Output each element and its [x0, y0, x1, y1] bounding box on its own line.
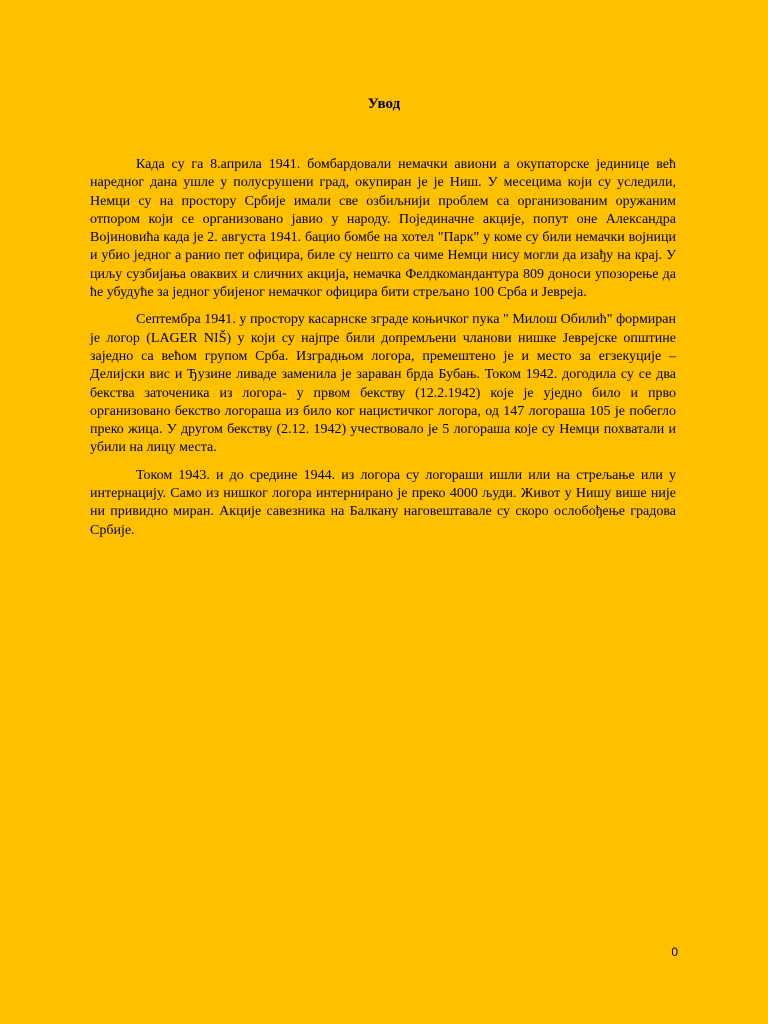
document-body	[90, 156, 676, 549]
page-number: 0	[671, 945, 678, 959]
paragraph-3: Током 1943. и до средине 1944. из логора су логораши ишли или на стрељање или у интернацију. Само из нишког логора интернирано је преко 4000 људи. Живот у Нишу више није ни привидно миран. Акције савезника на Балкану наговештавале су скоро ослобођење градова Србије.	[90, 467, 676, 538]
paragraph-2: Септембра 1941. у простору касарнске зграде коњичког пука " Милош Обилић" формиран је логор (LAGER NIŠ) у који су најпре били допремљени чланови нишке Јеврејске општине заједно са већом групом Срба. Изградњом логора, премештено је и место за егзекуције – Делијски вис и Ђузине ливаде заменила је зараван брда Бубањ. Током 1942. догодила су се два бекства заточеника из логора- у првом бекству (12.2.1942) које је уједно било и прво организовано бекство логораша из било ког нацистичког логора, од 147 логораша 105 је побегло преко жица. У другом бекству (2.12. 1942) учествовало је 5 логораша које су Немци похватали и убили на лицу места.	[90, 312, 676, 456]
document-title: Увод	[367, 96, 401, 112]
paragraph-1: Када су га 8.априла 1941. бомбардовали немачки авиони а окупаторске јединице већ наредног дана ушле у полусрушени град, окупиран је је Ниш. У месецима који су уследили, Немци су на простору Србије имали све озбиљнији проблем са организованим оружаним отпором који се организовано јавио у народу. Појединачне акције, попут оне Александра Војиновића када је 2. августа 1941. бацио бомбе на хотел "Парк" у коме су били немачки војници и убио једног а ранио пет официра, биле су нешто са чиме Немци нису могли да изађу на крај. У циљу сузбијања оваквих и сличних акција, немачка Фелдкомандантура 809 доноси упозорење да ће убудуће за једног убијеног немачког официра бити стрељано 100 Срба и Јевреја.	[90, 157, 676, 301]
